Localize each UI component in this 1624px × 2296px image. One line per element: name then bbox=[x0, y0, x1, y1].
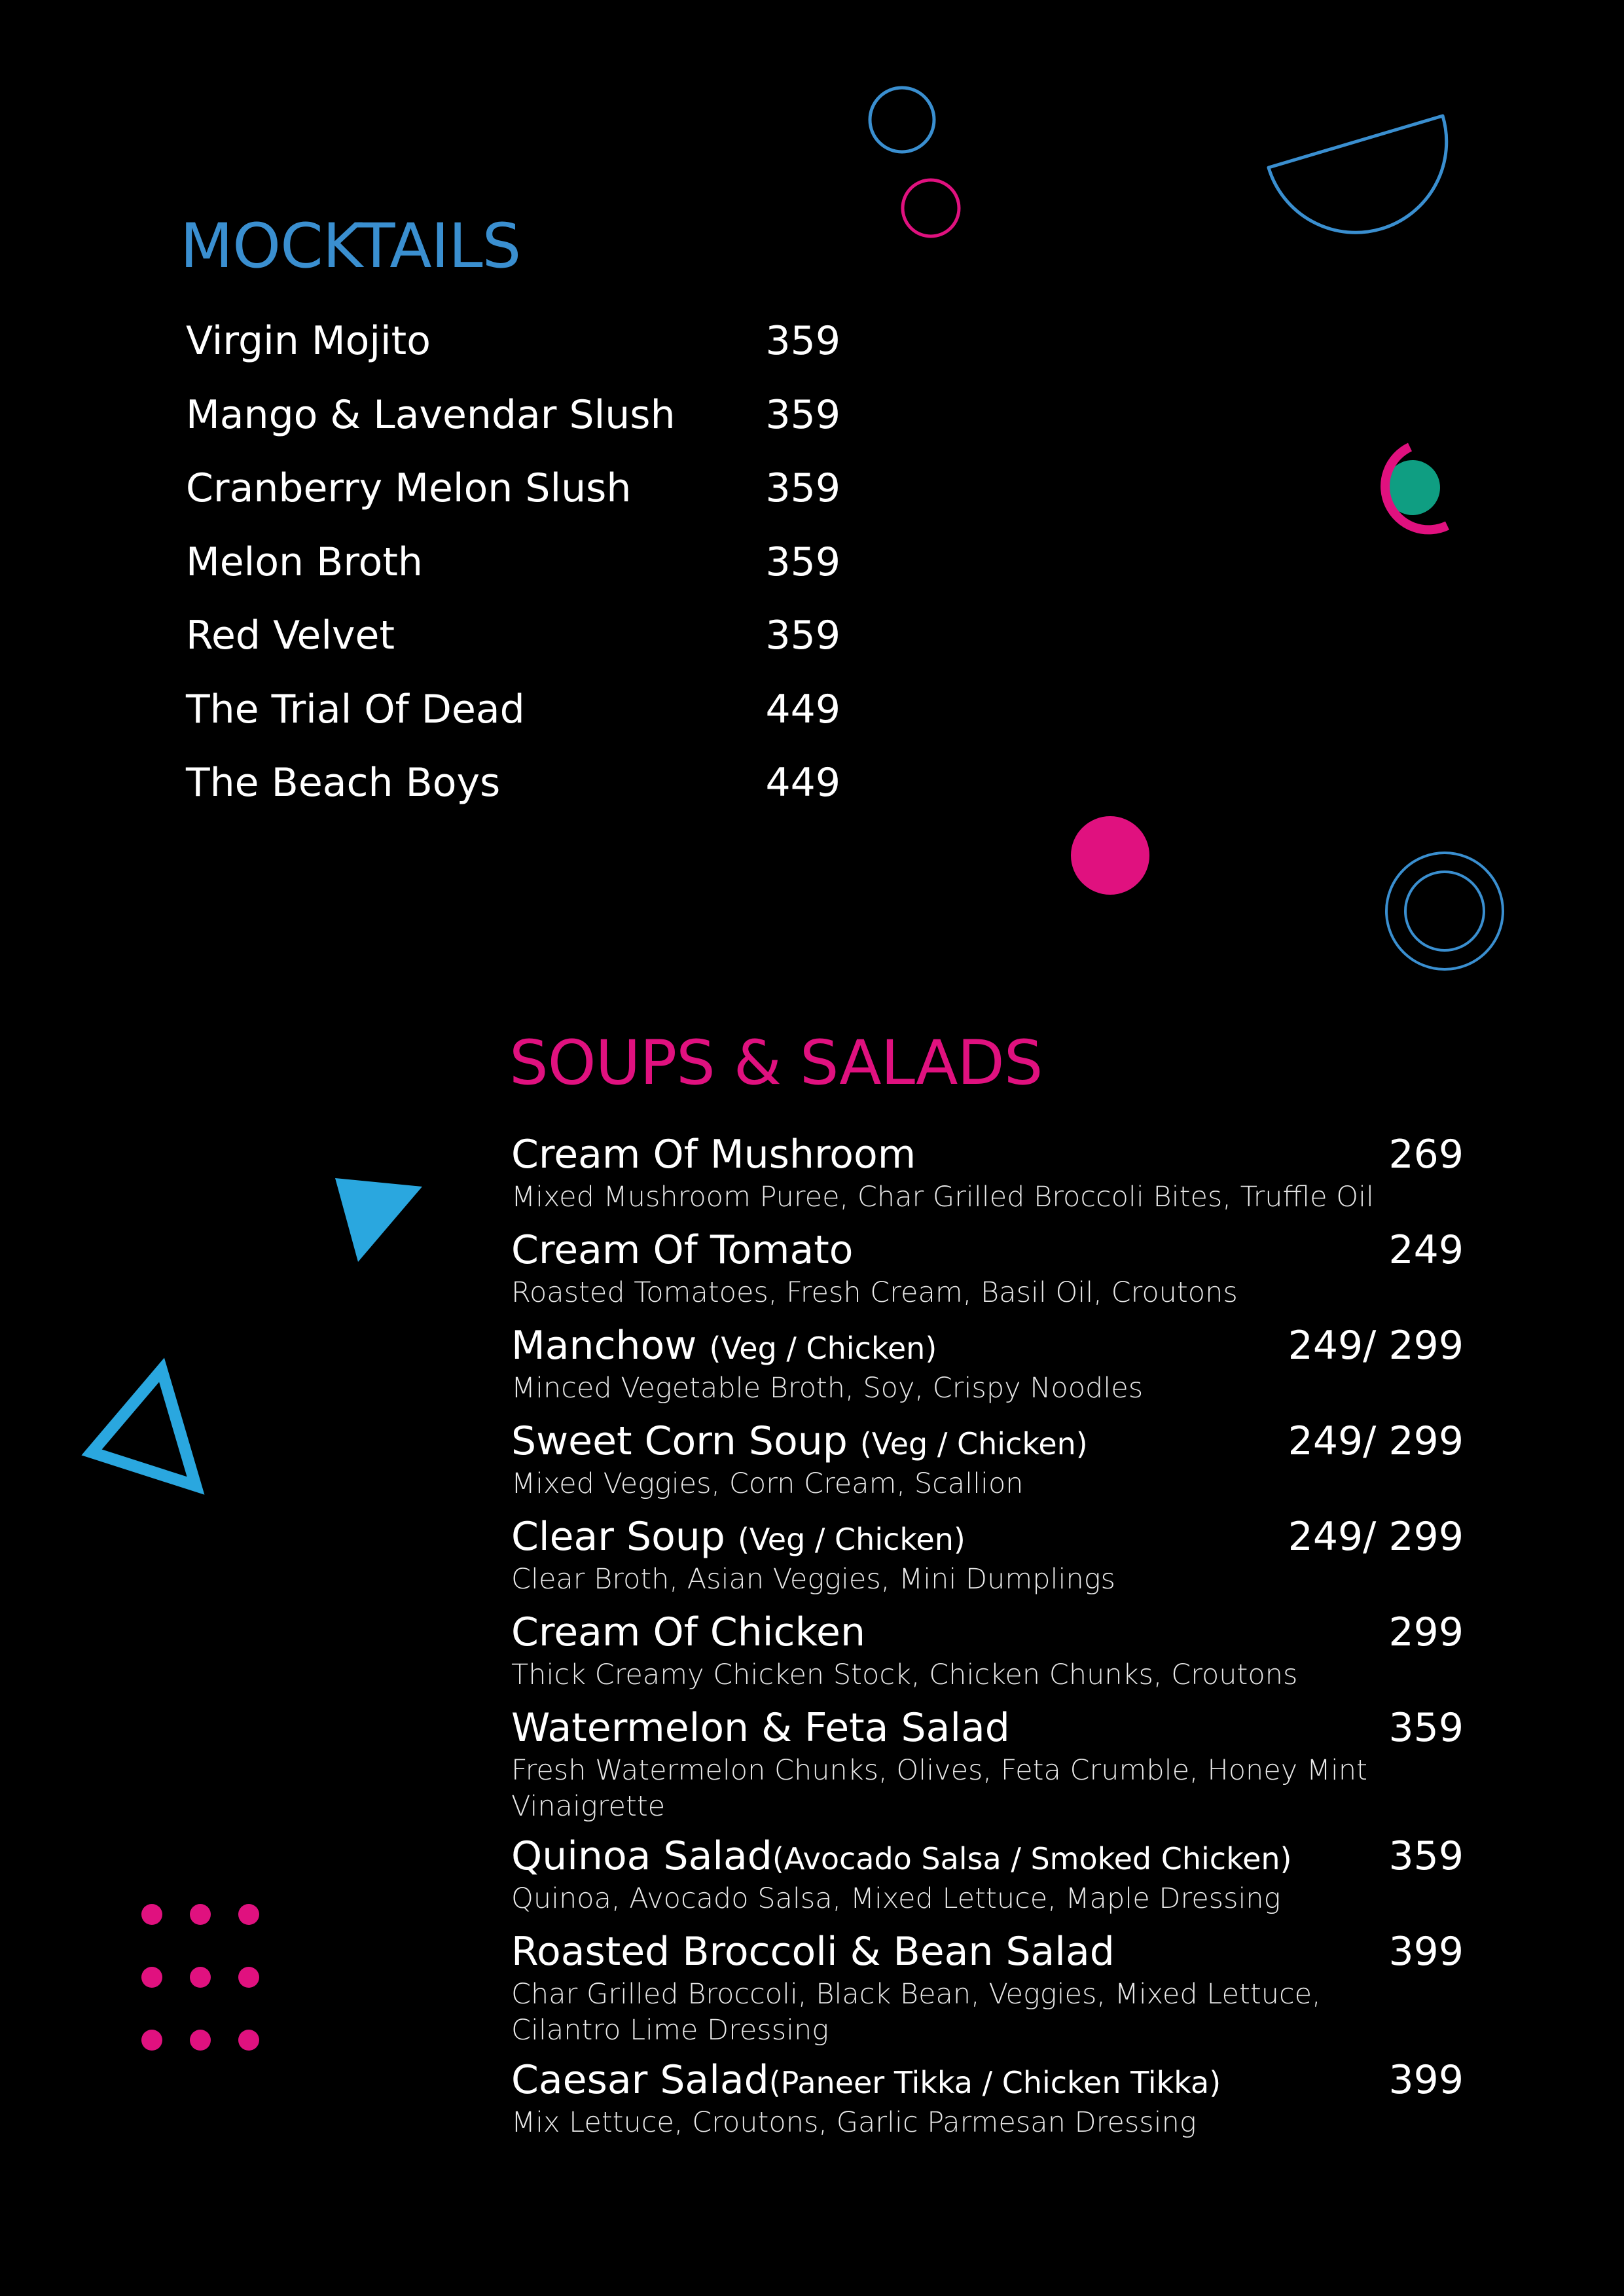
list-item bbox=[186, 317, 840, 391]
dot-grid-icon bbox=[141, 1904, 259, 2051]
item-price: 359 bbox=[765, 465, 840, 511]
list-item bbox=[511, 1131, 1464, 1215]
item-name: Clear Soup bbox=[511, 1514, 738, 1560]
item-name: Caesar Salad bbox=[511, 2057, 769, 2103]
filled-triangle-icon bbox=[335, 1178, 422, 1262]
item-name: Roasted Broccoli & Bean Salad bbox=[511, 1929, 1115, 1975]
item-header bbox=[511, 2056, 1464, 2104]
list-item bbox=[511, 1609, 1464, 1693]
item-description: Mix Lettuce, Croutons, Garlic Parmesan Dressing bbox=[511, 2106, 1197, 2139]
item-name: The Trial Of Dead bbox=[186, 686, 525, 732]
item-name: The Beach Boys bbox=[186, 760, 501, 806]
item-name: Cream Of Chicken bbox=[511, 1609, 865, 1655]
item-price: 249/ 299 bbox=[1288, 1323, 1464, 1369]
list-item bbox=[511, 1227, 1464, 1311]
list-item bbox=[186, 686, 840, 760]
item-description: Quinoa, Avocado Salsa, Mixed Lettuce, Maple Dressing bbox=[511, 1882, 1281, 1915]
list-item bbox=[511, 1322, 1464, 1407]
item-price: 359 bbox=[1388, 1833, 1464, 1879]
item-variant: (Paneer Tikka / Chicken Tikka) bbox=[768, 2065, 1221, 2100]
soups-salads-title: SOUPS & SALADS bbox=[509, 1028, 1043, 1099]
item-description: Clear Broth, Asian Veggies, Mini Dumplings bbox=[511, 1563, 1115, 1596]
item-price: 359 bbox=[765, 539, 840, 585]
mocktails-title: MOCKTAILS bbox=[180, 211, 521, 282]
list-item bbox=[511, 1833, 1464, 1917]
item-header bbox=[511, 1131, 1464, 1178]
item-name: Watermelon & Feta Salad bbox=[511, 1705, 1010, 1751]
item-description: Fresh Watermelon Chunks, Olives, Feta Crumble, Honey Mint Vinaigrette bbox=[511, 1754, 1368, 1823]
item-variant: (Veg / Chicken) bbox=[737, 1522, 965, 1557]
list-item bbox=[186, 759, 840, 833]
half-circle-icon bbox=[1269, 116, 1447, 232]
item-price: 249/ 299 bbox=[1288, 1514, 1464, 1560]
item-header bbox=[511, 1322, 1464, 1369]
item-description: Roasted Tomatoes, Fresh Cream, Basil Oil, Croutons bbox=[511, 1276, 1238, 1309]
pink-dot-icon bbox=[1071, 816, 1149, 895]
item-header bbox=[511, 1609, 1464, 1656]
item-description: Mixed Mushroom Puree, Char Grilled Broccoli Bites, Truffle Oil bbox=[511, 1181, 1374, 1213]
item-price: 359 bbox=[765, 613, 840, 658]
item-price: 399 bbox=[1388, 1929, 1464, 1975]
list-item bbox=[511, 2056, 1464, 2141]
item-name: Cream Of Tomato bbox=[511, 1227, 854, 1273]
item-description: Char Grilled Broccoli, Black Bean, Veggies, Mixed Lettuce, Cilantro Lime Dressing bbox=[511, 1978, 1321, 2047]
list-item bbox=[186, 465, 840, 539]
item-variant: (Avocado Salsa / Smoked Chicken) bbox=[772, 1841, 1292, 1876]
item-name: Melon Broth bbox=[186, 539, 423, 585]
list-item bbox=[186, 391, 840, 465]
list-item bbox=[511, 1704, 1464, 1825]
item-variant: (Veg / Chicken) bbox=[859, 1426, 1088, 1462]
item-price: 359 bbox=[765, 318, 840, 364]
item-price: 359 bbox=[765, 391, 840, 438]
outline-triangle-icon bbox=[92, 1370, 196, 1486]
item-header bbox=[511, 1928, 1464, 1975]
item-price: 449 bbox=[765, 760, 840, 806]
list-item bbox=[511, 1928, 1464, 2049]
blue-ring-icon bbox=[870, 88, 934, 152]
item-header bbox=[511, 1227, 1464, 1274]
item-name: Manchow bbox=[511, 1323, 710, 1369]
item-description: Minced Vegetable Broth, Soy, Crispy Noodles bbox=[511, 1372, 1144, 1405]
item-price: 359 bbox=[1388, 1705, 1464, 1751]
list-item bbox=[511, 1513, 1464, 1598]
pink-ring-icon bbox=[903, 180, 959, 236]
item-name: Mango & Lavendar Slush bbox=[186, 391, 676, 438]
item-name: Red Velvet bbox=[186, 613, 395, 658]
item-description: Mixed Veggies, Corn Cream, Scallion bbox=[511, 1467, 1024, 1500]
item-header bbox=[511, 1513, 1464, 1560]
list-item bbox=[186, 539, 840, 613]
item-header bbox=[511, 1704, 1464, 1751]
item-name: Quinoa Salad bbox=[511, 1833, 772, 1879]
item-price: 249 bbox=[1388, 1227, 1464, 1273]
mocktails-list bbox=[186, 317, 840, 833]
item-variant: (Veg / Chicken) bbox=[709, 1331, 937, 1366]
list-item bbox=[511, 1418, 1464, 1502]
teal-dot-arc-icon bbox=[1385, 447, 1447, 529]
item-price: 449 bbox=[765, 686, 840, 732]
item-name: Cranberry Melon Slush bbox=[186, 465, 632, 511]
item-name: Cream Of Mushroom bbox=[511, 1132, 916, 1177]
item-name: Sweet Corn Soup bbox=[511, 1418, 860, 1464]
item-header bbox=[511, 1418, 1464, 1465]
item-price: 269 bbox=[1388, 1132, 1464, 1177]
item-price: 299 bbox=[1388, 1609, 1464, 1655]
item-description: Thick Creamy Chicken Stock, Chicken Chunks, Croutons bbox=[511, 1659, 1298, 1691]
list-item bbox=[186, 612, 840, 686]
double-ring-icon bbox=[1386, 853, 1503, 969]
item-price: 399 bbox=[1388, 2057, 1464, 2103]
item-name: Virgin Mojito bbox=[186, 318, 431, 364]
item-price: 249/ 299 bbox=[1288, 1418, 1464, 1464]
item-header bbox=[511, 1833, 1464, 1880]
